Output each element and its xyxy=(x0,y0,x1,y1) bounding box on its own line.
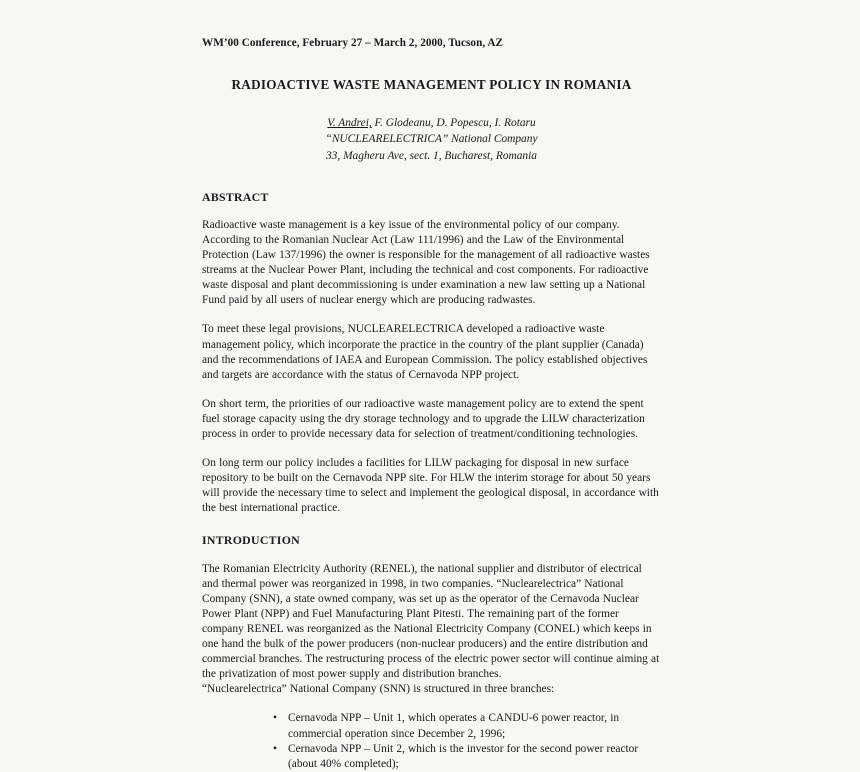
abstract-paragraph-2: To meet these legal provisions, NUCLEARELECTRICA developed a radioactive waste management policy, which incorporate the practice in the country of the plant supplier (Canada) and the recommendations of IAEA and European Commission. The policy established objectives and targets are accordance with the status of Cernavoda NPP project. xyxy=(202,323,648,381)
abstract-heading: ABSTRACT xyxy=(202,189,269,204)
list-item xyxy=(202,711,661,741)
list-item-text: Cernavoda NPP – Unit 1, which operates a CANDU-6 power reactor, in commercial operation since December 2, 1996; xyxy=(288,712,620,740)
conference-header: WM’00 Conference, February 27 – March 2, 2000, Tucson, AZ xyxy=(202,37,504,49)
lead-author-name: V. Andrei, xyxy=(327,117,372,130)
bullet-icon: • xyxy=(273,712,277,725)
introduction-paragraph-2: “Nuclearelectrica” National Company (SNN) is structured in three branches: xyxy=(202,683,555,696)
branch-list xyxy=(202,711,661,771)
introduction-heading: INTRODUCTION xyxy=(202,533,300,548)
abstract-paragraph-3: On short term, the priorities of our radioactive waste management policy are to extend the spent fuel storage capacity using the dry storage technology and to upgrade the LILW characterization process in order to provide necessary data for selection of treatment/conditioning technologies. xyxy=(202,397,645,440)
page-title: RADIOACTIVE WASTE MANAGEMENT POLICY IN ROMANIA xyxy=(231,77,632,92)
introduction-section xyxy=(202,533,661,771)
abstract-paragraph-1: Radioactive waste management is a key issue of the environmental policy of our company. According to the Romanian Nuclear Act (Law 111/1996) and the Law of the Environmental Protection (Law 137/1996) the owner is responsible for the management of all radioactive wastes streams at the Nuclear Power Plant, including the technical and cost components. For radioactive waste disposal and plant decommissioning is under examination a new law setting up a National Fund paid by all users of nuclear energy which are producing radwastes. xyxy=(202,218,650,307)
author-affiliation: “NUCLEARELECTRICA” National Company xyxy=(325,133,538,146)
co-author-names: F. Glodeanu, D. Popescu, I. Rotaru xyxy=(371,117,536,130)
abstract-paragraph-4: On long term our policy includes a facilities for LILW packaging for disposal in new surface repository to be built on the Cernavoda NPP site. For HLW the interim storage for about 50 years will provide the necessary time to select and implement the geological disposal, in accordance with the best international practice. xyxy=(202,457,659,515)
list-item-text: Cernavoda NPP – Unit 2, which is the investor for the second power reactor (about 40% completed); xyxy=(288,742,639,770)
author-block xyxy=(202,115,661,164)
abstract-section xyxy=(202,190,661,517)
document-content-column xyxy=(202,36,661,772)
author-names-line xyxy=(202,115,661,131)
author-address: 33, Magheru Ave, sect. 1, Bucharest, Romania xyxy=(325,149,537,162)
list-item xyxy=(202,742,661,772)
introduction-paragraph-1: The Romanian Electricity Authority (RENEL), the national supplier and distributor of electrical and thermal power was reorganized in 1998, in two companies. “Nuclearelectrica” National Company (SNN), a state owned company, was set up as the operator of the Cernavoda Nuclear Power Plant (NPP) and Fuel Manufacturing Plant Pitesti. The remaining part of the former company RENEL was reorganized as the National Electricity Company (CONEL) which keeps in one hand the bulk of the power producers (non-nuclear producers) and the entire distribution and commercial branches. The restructuring process of the electric power sector will continue aiming at the privatization of most power supply and distribution branches. xyxy=(202,562,660,681)
bullet-icon: • xyxy=(273,742,277,755)
